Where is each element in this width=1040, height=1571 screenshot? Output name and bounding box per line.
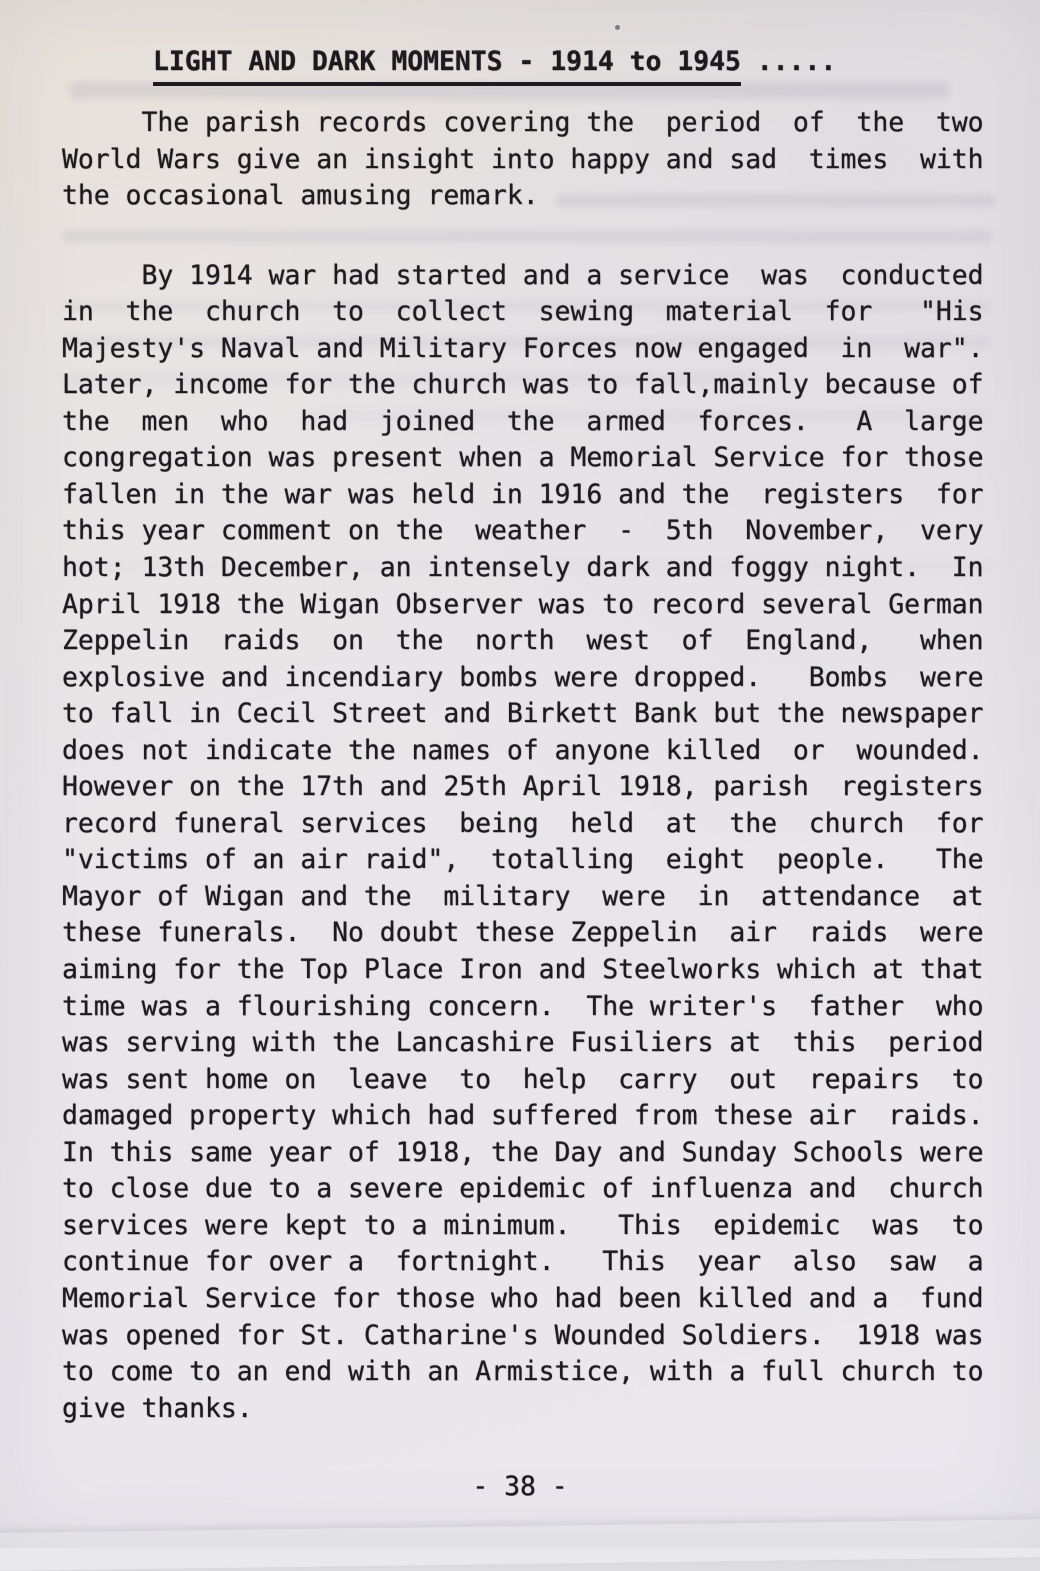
text-line: to come to an end with an Armistice, with a full church to xyxy=(62,1356,984,1388)
text-line: in the church to collect sewing material for "His xyxy=(62,296,984,328)
page-edge-shadow xyxy=(0,1519,1040,1571)
text-line: "victims of an air raid", totalling eight people. The xyxy=(62,844,984,876)
text-line: congregation was present when a Memorial Service for those xyxy=(62,442,984,474)
text-line: the men who had joined the armed forces. A large xyxy=(62,405,984,437)
text-line: Mayor of Wigan and the military were in attendance at xyxy=(62,880,984,912)
text-line: record funeral services being held at the church for xyxy=(62,807,984,839)
page-title-dots: ..... xyxy=(740,45,837,77)
text-line: hot; 13th December, an intensely dark and foggy night. In xyxy=(62,552,984,584)
text-line: to fall in Cecil Street and Birkett Bank but the newspaper xyxy=(62,698,984,730)
text-line: services were kept to a minimum. This epidemic was to xyxy=(62,1209,984,1241)
text-line: fallen in the war was held in 1916 and the registers for xyxy=(62,478,984,510)
text-line: time was a flourishing concern. The writer's father who xyxy=(62,990,984,1022)
text-line: the occasional amusing remark. xyxy=(62,180,539,212)
text-line: The parish records covering the period of the two xyxy=(62,107,984,138)
page-title xyxy=(153,45,836,79)
document-body xyxy=(62,105,992,1427)
text-line: April 1918 the Wigan Observer was to record several German xyxy=(62,588,984,620)
text-line: Memorial Service for those who had been killed and a fund xyxy=(62,1282,984,1314)
text-line: does not indicate the names of anyone killed or wounded. xyxy=(62,734,984,766)
text-line: However on the 17th and 25th April 1918, parish registers xyxy=(62,771,984,803)
page-number: - 38 - xyxy=(472,1471,568,1502)
paragraph xyxy=(62,105,992,215)
text-line: explosive and incendiary bombs were dropped. Bombs were xyxy=(62,661,984,693)
text-line: give thanks. xyxy=(62,1392,253,1424)
ink-speck-artifact xyxy=(615,25,620,30)
text-line: In this same year of 1918, the Day and Sunday Schools were xyxy=(62,1136,984,1168)
text-line: continue for over a fortnight. This year also saw a xyxy=(62,1246,984,1278)
text-line: World Wars give an insight into happy and sad times with xyxy=(62,143,984,175)
text-line: By 1914 war had started and a service was conducted xyxy=(62,259,984,291)
text-line: was serving with the Lancashire Fusiliers at this period xyxy=(62,1027,984,1059)
text-line: Zeppelin raids on the north west of England, when xyxy=(62,625,984,657)
text-line: this year comment on the weather - 5th November, very xyxy=(62,515,984,547)
page-title-text: LIGHT AND DARK MOMENTS - 1914 to 1945 xyxy=(153,46,741,86)
text-line: aiming for the Top Place Iron and Steelworks which at that xyxy=(62,954,984,986)
text-line: Later, income for the church was to fall,mainly because of xyxy=(62,369,984,401)
text-line: to close due to a severe epidemic of influenza and church xyxy=(62,1173,984,1205)
paragraph xyxy=(62,258,992,1428)
text-line: these funerals. No doubt these Zeppelin air raids were xyxy=(62,917,984,949)
text-line: was sent home on leave to help carry out repairs to xyxy=(62,1063,984,1095)
text-line: was opened for St. Catharine's Wounded Soldiers. 1918 was xyxy=(62,1319,984,1351)
text-line: damaged property which had suffered from these air raids. xyxy=(62,1100,984,1132)
text-line: Majesty's Naval and Military Forces now engaged in war". xyxy=(62,332,984,364)
